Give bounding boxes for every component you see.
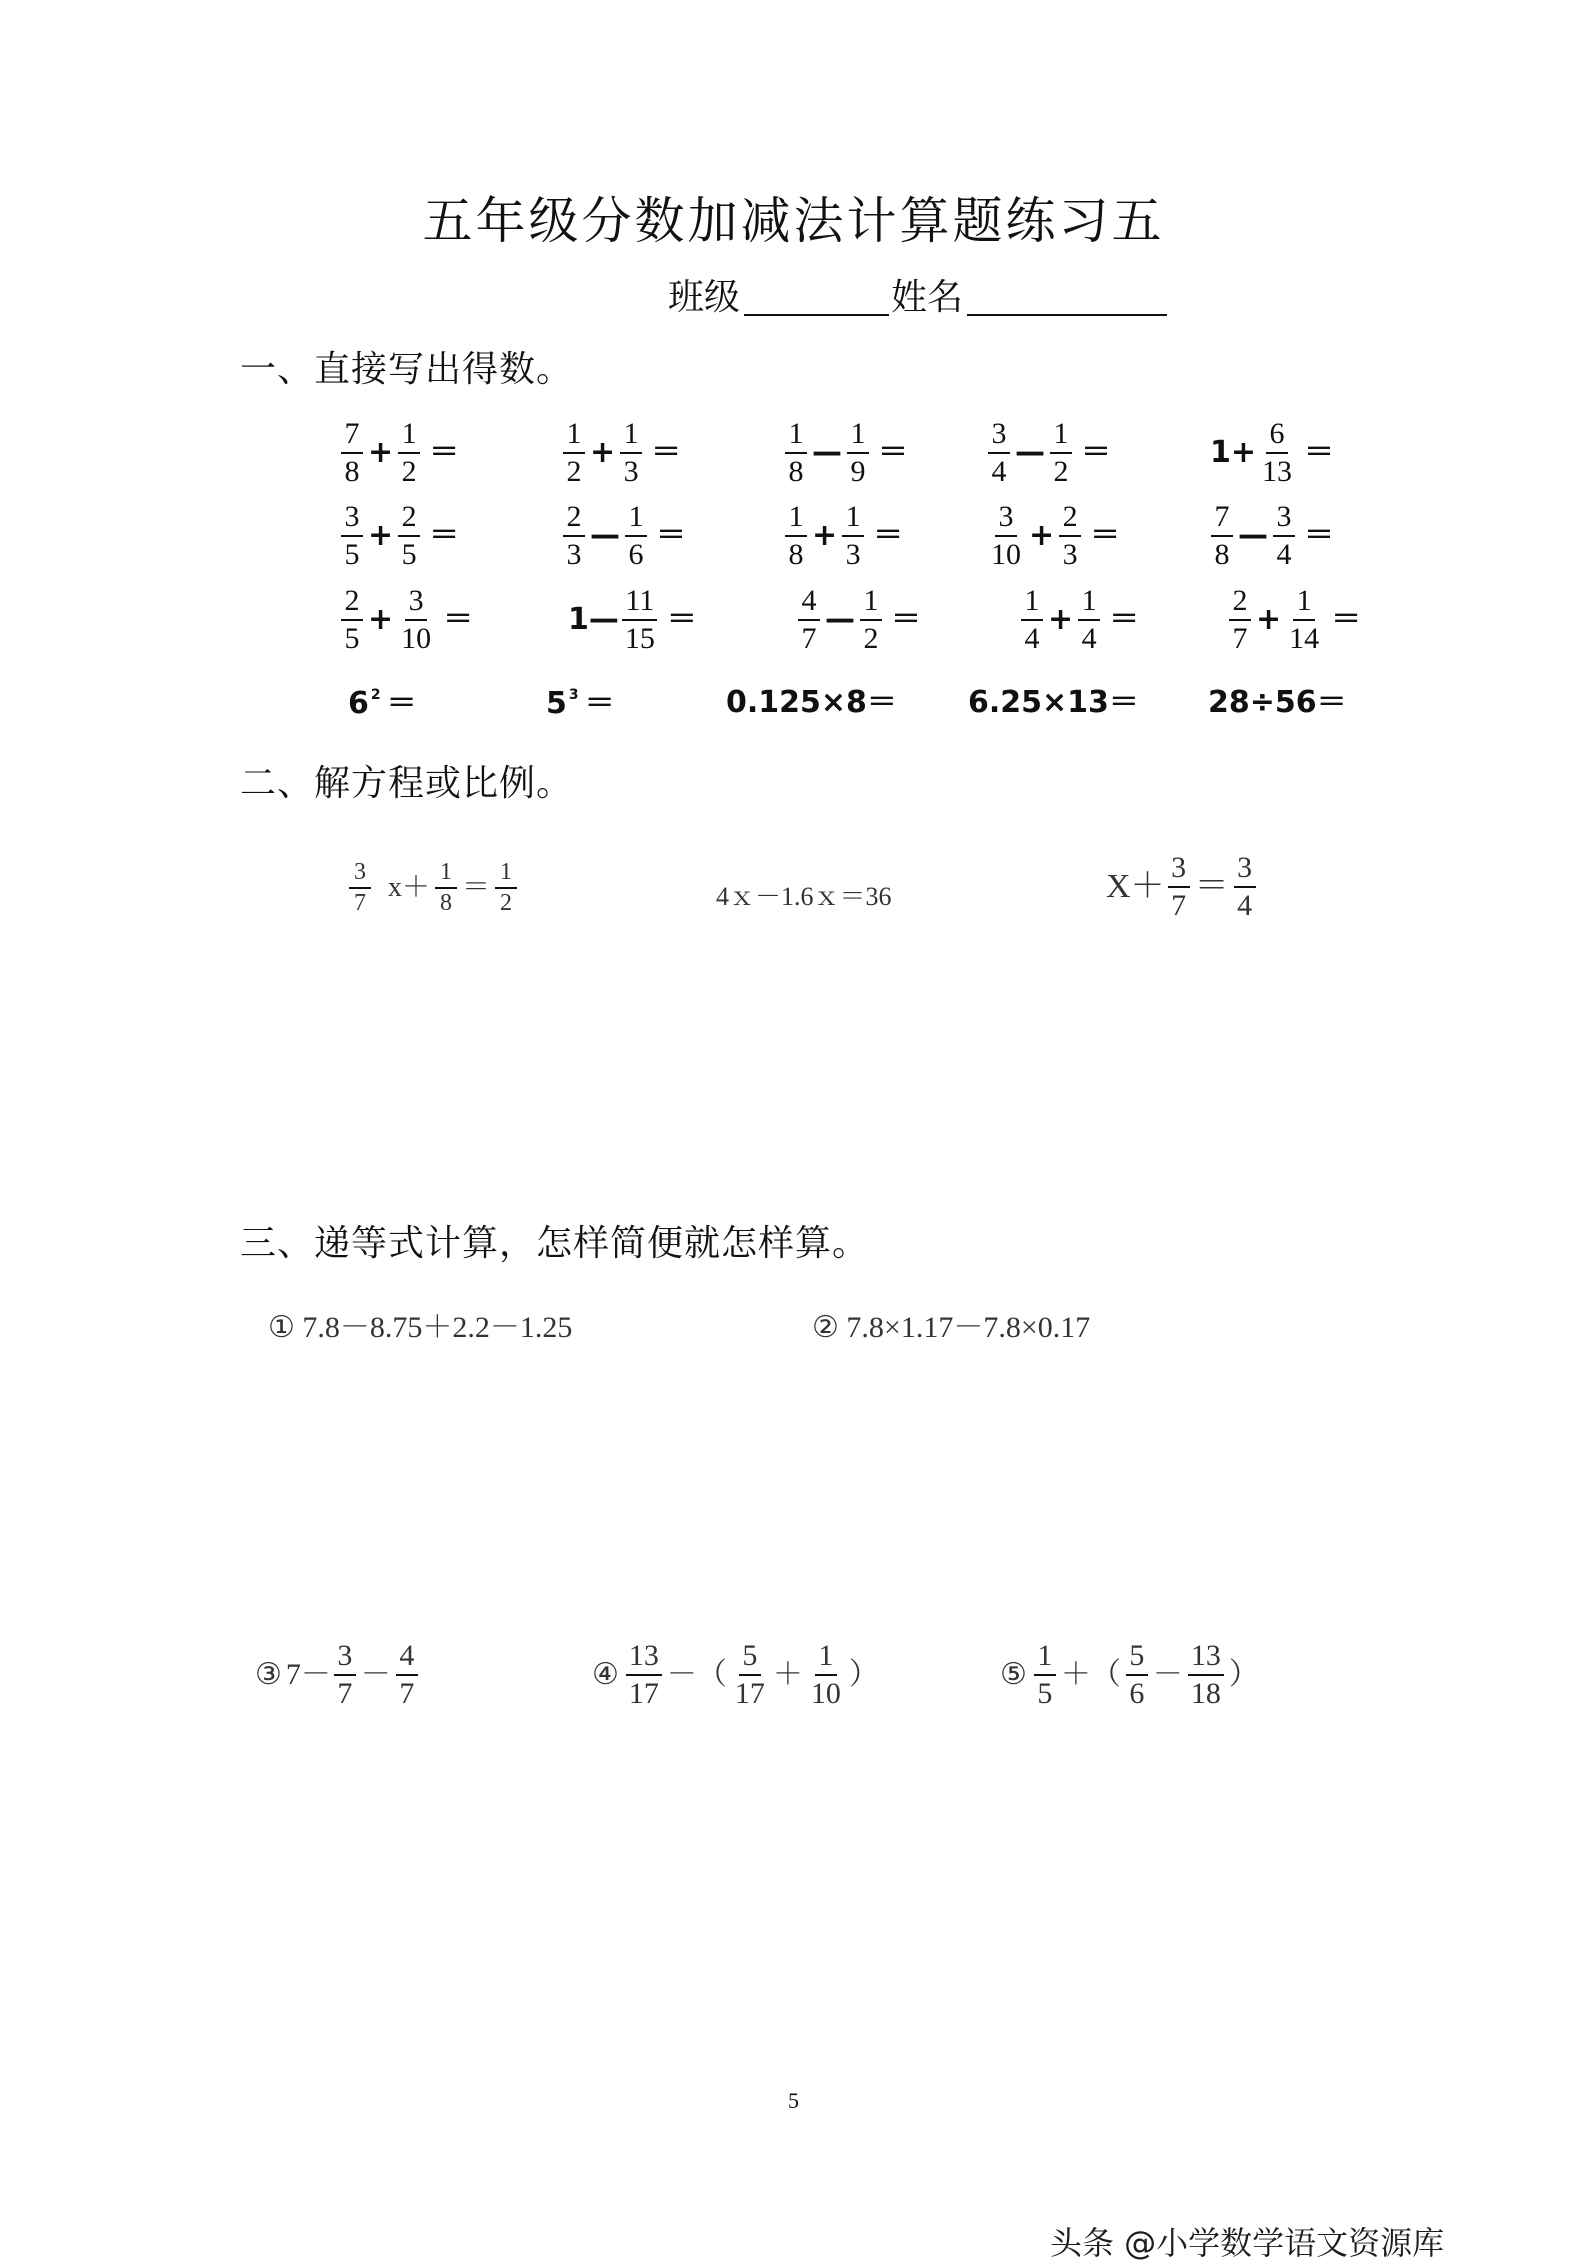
fraction: $\frac{2}{3}$ xyxy=(1059,501,1081,570)
fraction: $\frac{11}{15}$ xyxy=(622,585,658,654)
fraction: $\frac{1}{2}$ xyxy=(495,860,517,916)
problem-4-4: 6.25×13＝ xyxy=(968,685,1139,720)
fraction: $\frac{1}{4}$ xyxy=(1021,585,1043,654)
calc-problem-1: ① 7.8－8.75＋2.2－1.25 xyxy=(268,1311,573,1344)
problem-3-4: $\frac{1}{4}$ + $\frac{1}{4}$ ＝ xyxy=(1018,585,1139,654)
class-blank[interactable] xyxy=(744,314,889,316)
fraction: $\frac{3}{7}$ xyxy=(334,1640,356,1709)
problem-3-1: $\frac{2}{5}$ + $\frac{3}{10}$ ＝ xyxy=(338,585,473,654)
problem-1-5: 1+ $\frac{6}{13}$ ＝ xyxy=(1210,417,1335,488)
problem-2-4: $\frac{3}{10}$ + $\frac{2}{3}$ ＝ xyxy=(985,501,1120,570)
fraction: $\frac{1}{3}$ xyxy=(620,418,642,487)
fraction: $\frac{1}{8}$ xyxy=(435,860,457,916)
fraction: $\frac{1}{5}$ xyxy=(1034,1640,1056,1709)
name-bar xyxy=(668,277,1169,318)
fraction: $\frac{7}{8}$ xyxy=(1211,501,1233,570)
calc-problem-4: ④ $\frac{13}{17}$ －（ $\frac{5}{17}$ ＋ $\frac{1}{10}$ ） xyxy=(592,1639,879,1710)
fraction: $\frac{3}{10}$ xyxy=(401,584,432,655)
class-label: 班级 xyxy=(668,277,741,318)
fraction: $\frac{1}{2}$ xyxy=(563,418,585,487)
section-3-heading: 三、递等式计算，怎样简便就怎样算。 xyxy=(240,1223,870,1264)
problem-1-4: $\frac{3}{4}$ — $\frac{1}{2}$ ＝ xyxy=(985,418,1111,487)
name-blank[interactable] xyxy=(967,314,1167,316)
fraction: $\frac{4}{7}$ xyxy=(396,1640,418,1709)
watermark: 头条 @小学数学语文资源库 xyxy=(1050,2224,1445,2262)
fraction: $\frac{1}{8}$ xyxy=(785,418,807,487)
fraction: $\frac{1}{4}$ xyxy=(1078,585,1100,654)
calc-problem-5: ⑤ $\frac{1}{5}$ ＋（ $\frac{5}{6}$ － $\frac{13}{18}$ ） xyxy=(1000,1639,1259,1710)
fraction: $\frac{5}{17}$ xyxy=(734,1639,765,1710)
problem-1-1: $\frac{7}{8}$ + $\frac{1}{2}$ ＝ xyxy=(338,418,459,487)
fraction: $\frac{1}{2}$ xyxy=(1050,418,1072,487)
fraction: $\frac{3}{4}$ xyxy=(1273,501,1295,570)
problem-1-3: $\frac{1}{8}$ — $\frac{1}{9}$ ＝ xyxy=(782,418,908,487)
fraction: $\frac{3}{7}$ xyxy=(349,860,371,916)
fraction: $\frac{1}{8}$ xyxy=(785,501,807,570)
calc-problem-3: ③ 7－ $\frac{3}{7}$ － $\frac{4}{7}$ xyxy=(255,1640,421,1709)
problem-2-5: $\frac{7}{8}$ — $\frac{3}{4}$ ＝ xyxy=(1208,501,1334,570)
problem-2-1: $\frac{3}{5}$ + $\frac{2}{5}$ ＝ xyxy=(338,501,459,570)
problem-3-3: $\frac{4}{7}$ — $\frac{1}{2}$ ＝ xyxy=(795,585,921,654)
fraction: $\frac{13}{18}$ xyxy=(1188,1640,1224,1709)
page-title: 五年级分数加减法计算题练习五 xyxy=(422,192,1165,250)
fraction: $\frac{1}{6}$ xyxy=(625,501,647,570)
equation-2: 4ｘ－1.6ｘ＝36 xyxy=(716,882,892,911)
fraction: $\frac{1}{2}$ xyxy=(860,585,882,654)
fraction: $\frac{3}{10}$ xyxy=(991,500,1021,571)
fraction: $\frac{2}{5}$ xyxy=(341,585,363,654)
problem-4-1: 6 $^2$ ＝ xyxy=(348,686,417,721)
problem-4-5: 28÷56＝ xyxy=(1208,685,1347,720)
fraction: $\frac{2}{7}$ xyxy=(1229,585,1251,654)
fraction: $\frac{5}{6}$ xyxy=(1126,1640,1148,1709)
equation-1: $\frac{3}{7}$ x＋ $\frac{1}{8}$ ＝ $\frac{1}{2}$ xyxy=(346,860,520,916)
section-2-heading: 二、解方程或比例。 xyxy=(240,763,574,804)
fraction: $\frac{1}{2}$ xyxy=(398,418,420,487)
problem-2-3: $\frac{1}{8}$ + $\frac{1}{3}$ ＝ xyxy=(782,501,903,570)
fraction: $\frac{4}{7}$ xyxy=(798,585,820,654)
problem-4-3: 0.125×8＝ xyxy=(726,685,897,720)
fraction: $\frac{1}{10}$ xyxy=(810,1639,841,1710)
fraction: $\frac{13}{17}$ xyxy=(626,1640,662,1709)
calc-problem-2: ② 7.8×1.17－7.8×0.17 xyxy=(812,1311,1091,1344)
fraction: $\frac{6}{13}$ xyxy=(1262,417,1293,488)
fraction: $\frac{7}{8}$ xyxy=(341,418,363,487)
fraction: $\frac{1}{9}$ xyxy=(847,418,869,487)
problem-4-2: 5 $^3$ ＝ xyxy=(546,686,615,721)
fraction: $\frac{1}{14}$ xyxy=(1289,584,1320,655)
fraction: $\frac{3}{4}$ xyxy=(988,418,1010,487)
fraction: $\frac{2}{3}$ xyxy=(563,501,585,570)
name-label: 姓名 xyxy=(891,277,964,318)
section-1-heading: 一、直接写出得数。 xyxy=(240,349,574,390)
page-number: 5 xyxy=(788,2088,799,2113)
problem-3-2: 1— $\frac{11}{15}$ ＝ xyxy=(568,584,697,655)
problem-3-5: $\frac{2}{7}$ + $\frac{1}{14}$ ＝ xyxy=(1226,585,1361,654)
fraction: $\frac{3}{7}$ xyxy=(1168,852,1190,921)
fraction: $\frac{3}{4}$ xyxy=(1234,852,1256,921)
fraction: $\frac{3}{5}$ xyxy=(341,501,363,570)
problem-1-2: $\frac{1}{2}$ + $\frac{1}{3}$ ＝ xyxy=(560,418,681,487)
fraction: $\frac{2}{5}$ xyxy=(398,501,420,570)
problem-2-2: $\frac{2}{3}$ — $\frac{1}{6}$ ＝ xyxy=(560,501,686,570)
fraction: $\frac{1}{3}$ xyxy=(842,501,864,570)
equation-3: X＋ $\frac{3}{7}$ ＝ $\frac{3}{4}$ xyxy=(1106,852,1259,921)
